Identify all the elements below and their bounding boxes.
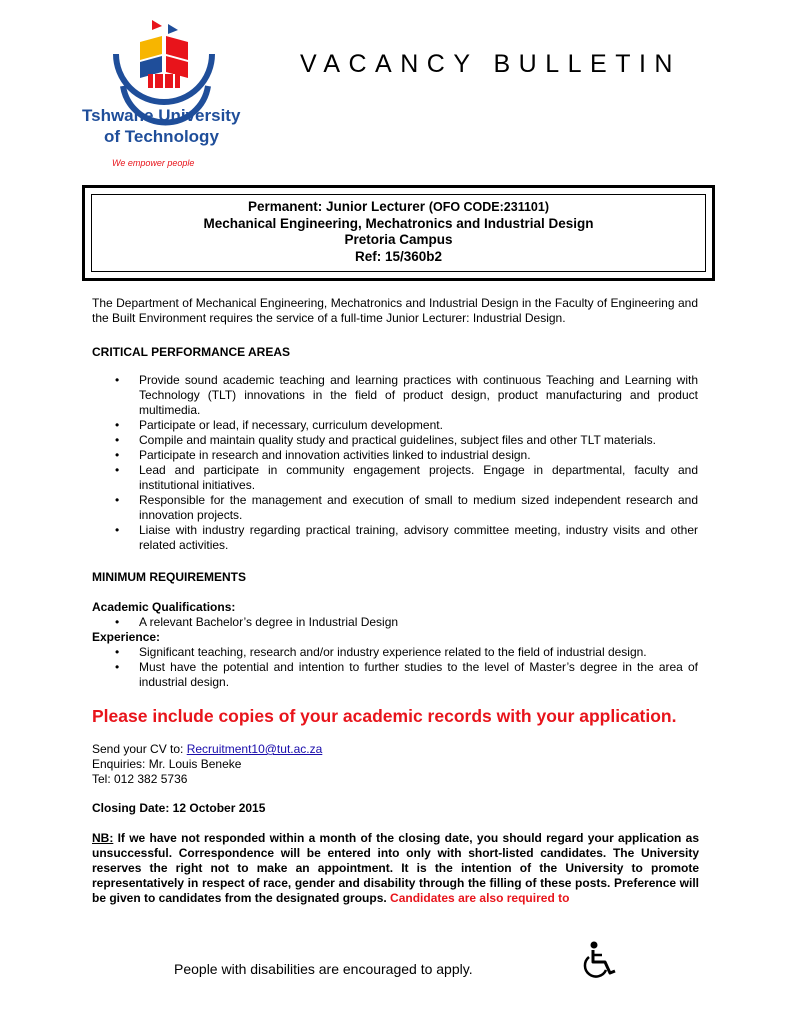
academic-list [115,615,698,630]
post-campus: Pretoria Campus [344,232,453,247]
list-item: • Compile and maintain quality study and practical guidelines, subject files and other TLT materials. [115,433,698,448]
experience-heading: Experience: [92,630,161,644]
disability-statement: People with disabilities are encouraged to apply. [174,961,473,977]
list-item: • Responsible for the management and execution of small to medium sized independent research and innovation projects. [115,493,698,523]
contact-block [92,742,698,787]
logo-tagline: We empower people [112,158,195,168]
list-item: • A relevant Bachelor’s degree in Industrial Design [115,615,698,630]
telephone-text: Tel: 012 382 5736 [92,772,188,786]
list-item: • Must have the potential and intention to further studies to the level of Master’s degree in the area of industrial design. [115,660,698,690]
nb-text: If we have not responded within a month of the closing date, you should regard your application as unsuccessful. Correspondence will be entered into only with short-listed candidates. The University reserves the right not to make an appointment. It is the intention of the University to promote representatively in respect of race, gender and disability through the filling of these posts. Preference will be given to candidates from the designated groups. [92,831,699,905]
wheelchair-icon [580,940,620,980]
critical-list [115,373,698,553]
university-logo [78,14,253,174]
nb-label: NB: [92,831,114,845]
experience-list [115,645,698,690]
list-item: • Liaise with industry regarding practical training, advisory committee meeting, industry visits and other related activities. [115,523,698,553]
records-notice: Please include copies of your academic records with your application. [92,706,677,726]
page-title: VACANCY BULLETIN [300,50,681,78]
academic-heading: Academic Qualifications: [92,600,236,614]
list-item: • Significant teaching, research and/or industry experience related to the field of industrial design. [115,645,698,660]
nb-red-text: Candidates are also required to [390,891,570,905]
post-title-box [82,185,715,281]
logo-name-line1: Tshwane University [82,106,241,125]
post-reference: Ref: 15/360b2 [354,248,443,264]
enquiries-text: Enquiries: Mr. Louis Beneke [92,757,242,771]
list-item: • Participate in research and innovation activities linked to industrial design. [115,448,698,463]
critical-heading: CRITICAL PERFORMANCE AREAS [92,345,291,359]
closing-date: Closing Date: 12 October 2015 [92,801,266,815]
list-item: • Lead and participate in community engagement projects. Engage in departmental, faculty and institutional initiatives. [115,463,698,493]
send-cv-label: Send your CV to: [92,742,187,756]
nb-paragraph [92,831,699,906]
email-link[interactable]: Recruitment10@tut.ac.za [186,742,323,756]
post-line-1: Permanent: Junior Lecturer (OFO CODE:231101) [248,199,549,214]
list-item: • Provide sound academic teaching and learning practices with continuous Teaching and Learning with Technology (TLT) innovations in the field of product design, product manufacturing and product multimedia. [115,373,698,418]
logo-name-line2: of Technology [104,127,219,146]
intro-paragraph: The Department of Mechanical Engineering, Mechatronics and Industrial Design in the Faculty of Engineering and the Built Environment requires the service of a full-time Junior Lecturer: Industrial Design. [92,296,698,325]
post-department: Mechanical Engineering, Mechatronics and Industrial Design [203,215,594,231]
minimum-heading: MINIMUM REQUIREMENTS [92,570,246,584]
list-item: • Participate or lead, if necessary, curriculum development. [115,418,698,433]
